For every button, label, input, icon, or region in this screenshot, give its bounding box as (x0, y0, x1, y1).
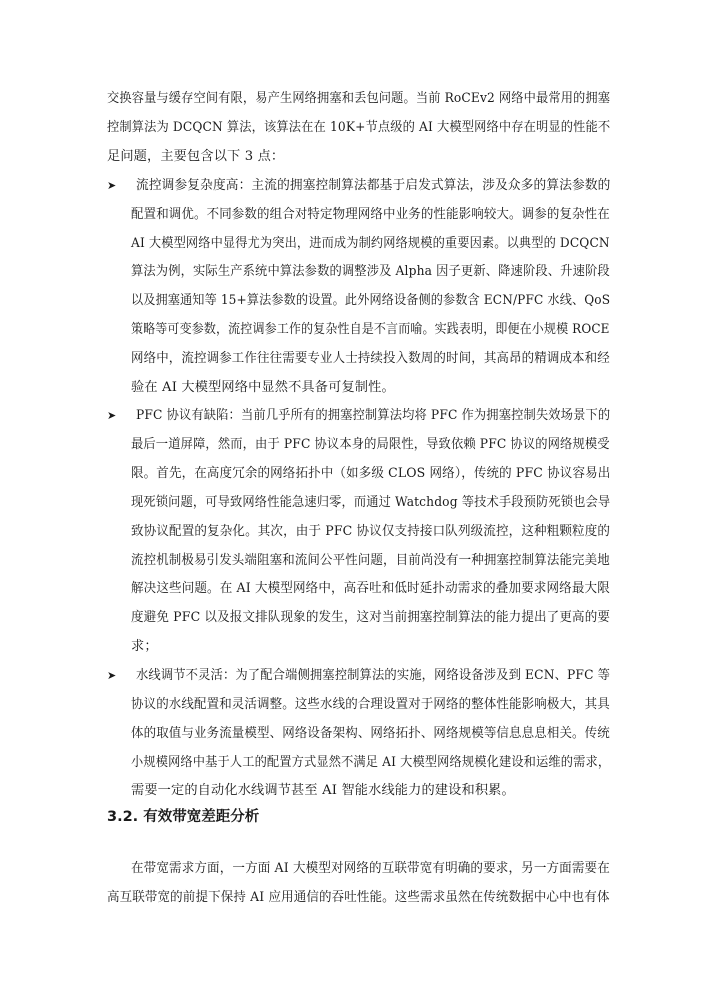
bullet-1-line: 网络中，流控调参工作往往需要专业人士持续投入数周的时间，其高昂的精调成本和经 (131, 351, 610, 366)
bullet-2-line: 流控机制极易引发头端阻塞和流间公平性问题，目前尚没有一种拥塞控制算法能完美地 (131, 553, 610, 568)
bullet-arrow-icon: ➤ (107, 179, 117, 192)
bullet-3-line: 体的取值与业务流量模型、网络设备架构、网络拓扑、网络规模等信息息息相关。传统 (131, 726, 610, 741)
bullet-3-line: 需要一定的自动化水线调节甚至 AI 智能水线能力的建设和积累。 (131, 783, 515, 798)
bullet-1-line: AI 大模型网络中显得尤为突出，进而成为制约网络规模的重要因素。以典型的 DCQCN (131, 236, 610, 251)
intro-line: 控制算法为 DCQCN 算法，该算法在在 10K+节点级的 AI 大模型网络中存在明显的性能不 (107, 120, 611, 135)
intro-line: 交换容量与缓存空间有限，易产生网络拥塞和丢包问题。当前 RoCEv2 网络中最常用的拥塞 (107, 91, 611, 106)
bullet-1-line: 策略等可变参数，流控调参工作的复杂性自是不言而喻。实践表明，即便在小规模 ROCE (131, 322, 610, 337)
bullet-3-line: 协议的水线配置和灵活调整。这些水线的合理设置对于网络的整体性能影响极大，其具 (131, 697, 610, 712)
bullet-arrow-icon: ➤ (107, 409, 117, 422)
outro-line: 高互联带宽的前提下保持 AI 应用通信的吞吐性能。这些需求虽然在传统数据中心中也有体 (107, 890, 610, 905)
bullet-2-line: 解决这些问题。在 AI 大模型网络中，高吞吐和低时延扑动需求的叠加要求网络最大限 (131, 581, 610, 596)
bullet-2-line: 度避免 PFC 以及报文排队现象的发生，这对当前拥塞控制算法的能力提出了更高的要 (131, 610, 611, 625)
section-heading: 3.2. 有效带宽差距分析 (107, 809, 260, 825)
bullet-2-line: 最后一道屏障，然而，由于 PFC 协议本身的局限性，导致依赖 PFC 协议的网络规模受 (131, 437, 610, 452)
intro-line: 足问题，主要包含以下 3 点： (107, 149, 285, 164)
bullet-2-line: 求； (131, 639, 158, 654)
bullet-2-line: 现死锁问题，可导致网络性能急速归零，而通过 Watchdog 等技术手段预防死锁也会导 (131, 495, 611, 510)
bullet-1-line: 验在 AI 大模型网络中显然不具备可复制性。 (131, 380, 395, 395)
bullet-2-line: 致协议配置的复杂化。其次，由于 PFC 协议仅支持接口队列级流控，这种粗颗粒度的 (131, 524, 611, 539)
bullet-3-line: 水线调节不灵活：为了配合端侧拥塞控制算法的实施，网络设备涉及到 ECN、PFC 等 (136, 668, 611, 683)
bullet-1-line: 算法为例，实际生产系统中算法参数的调整涉及 Alpha 因子更新、降速阶段、升速阶段 (131, 264, 610, 279)
bullet-1-line: 配置和调优。不同参数的组合对特定物理网络中业务的性能影响较大。调参的复杂性在 (131, 207, 610, 222)
bullet-arrow-icon: ➤ (107, 669, 117, 682)
bullet-2-line: PFC 协议有缺陷：当前几乎所有的拥塞控制算法均将 PFC 作为拥塞控制失效场景下的 (136, 408, 611, 423)
bullet-3-line: 小规模网络中基于人工的配置方式显然不满足 AI 大模型网络规模化建设和运维的需求， (131, 755, 611, 770)
bullet-2-line: 限。首先，在高度冗余的网络拓扑中（如多级 CLOS 网络），传统的 PFC 协议容易出 (131, 466, 611, 481)
bullet-1-line: 以及拥塞通知等 15+算法参数的设置。此外网络设备侧的参数含 ECN/PFC 水线、QoS (131, 293, 611, 308)
bullet-1-line: 流控调参复杂度高：主流的拥塞控制算法都基于启发式算法，涉及众多的算法参数的 (136, 178, 611, 193)
outro-line: 在带宽需求方面，一方面 AI 大模型对网络的互联带宽有明确的要求，另一方面需要在 (131, 861, 610, 876)
